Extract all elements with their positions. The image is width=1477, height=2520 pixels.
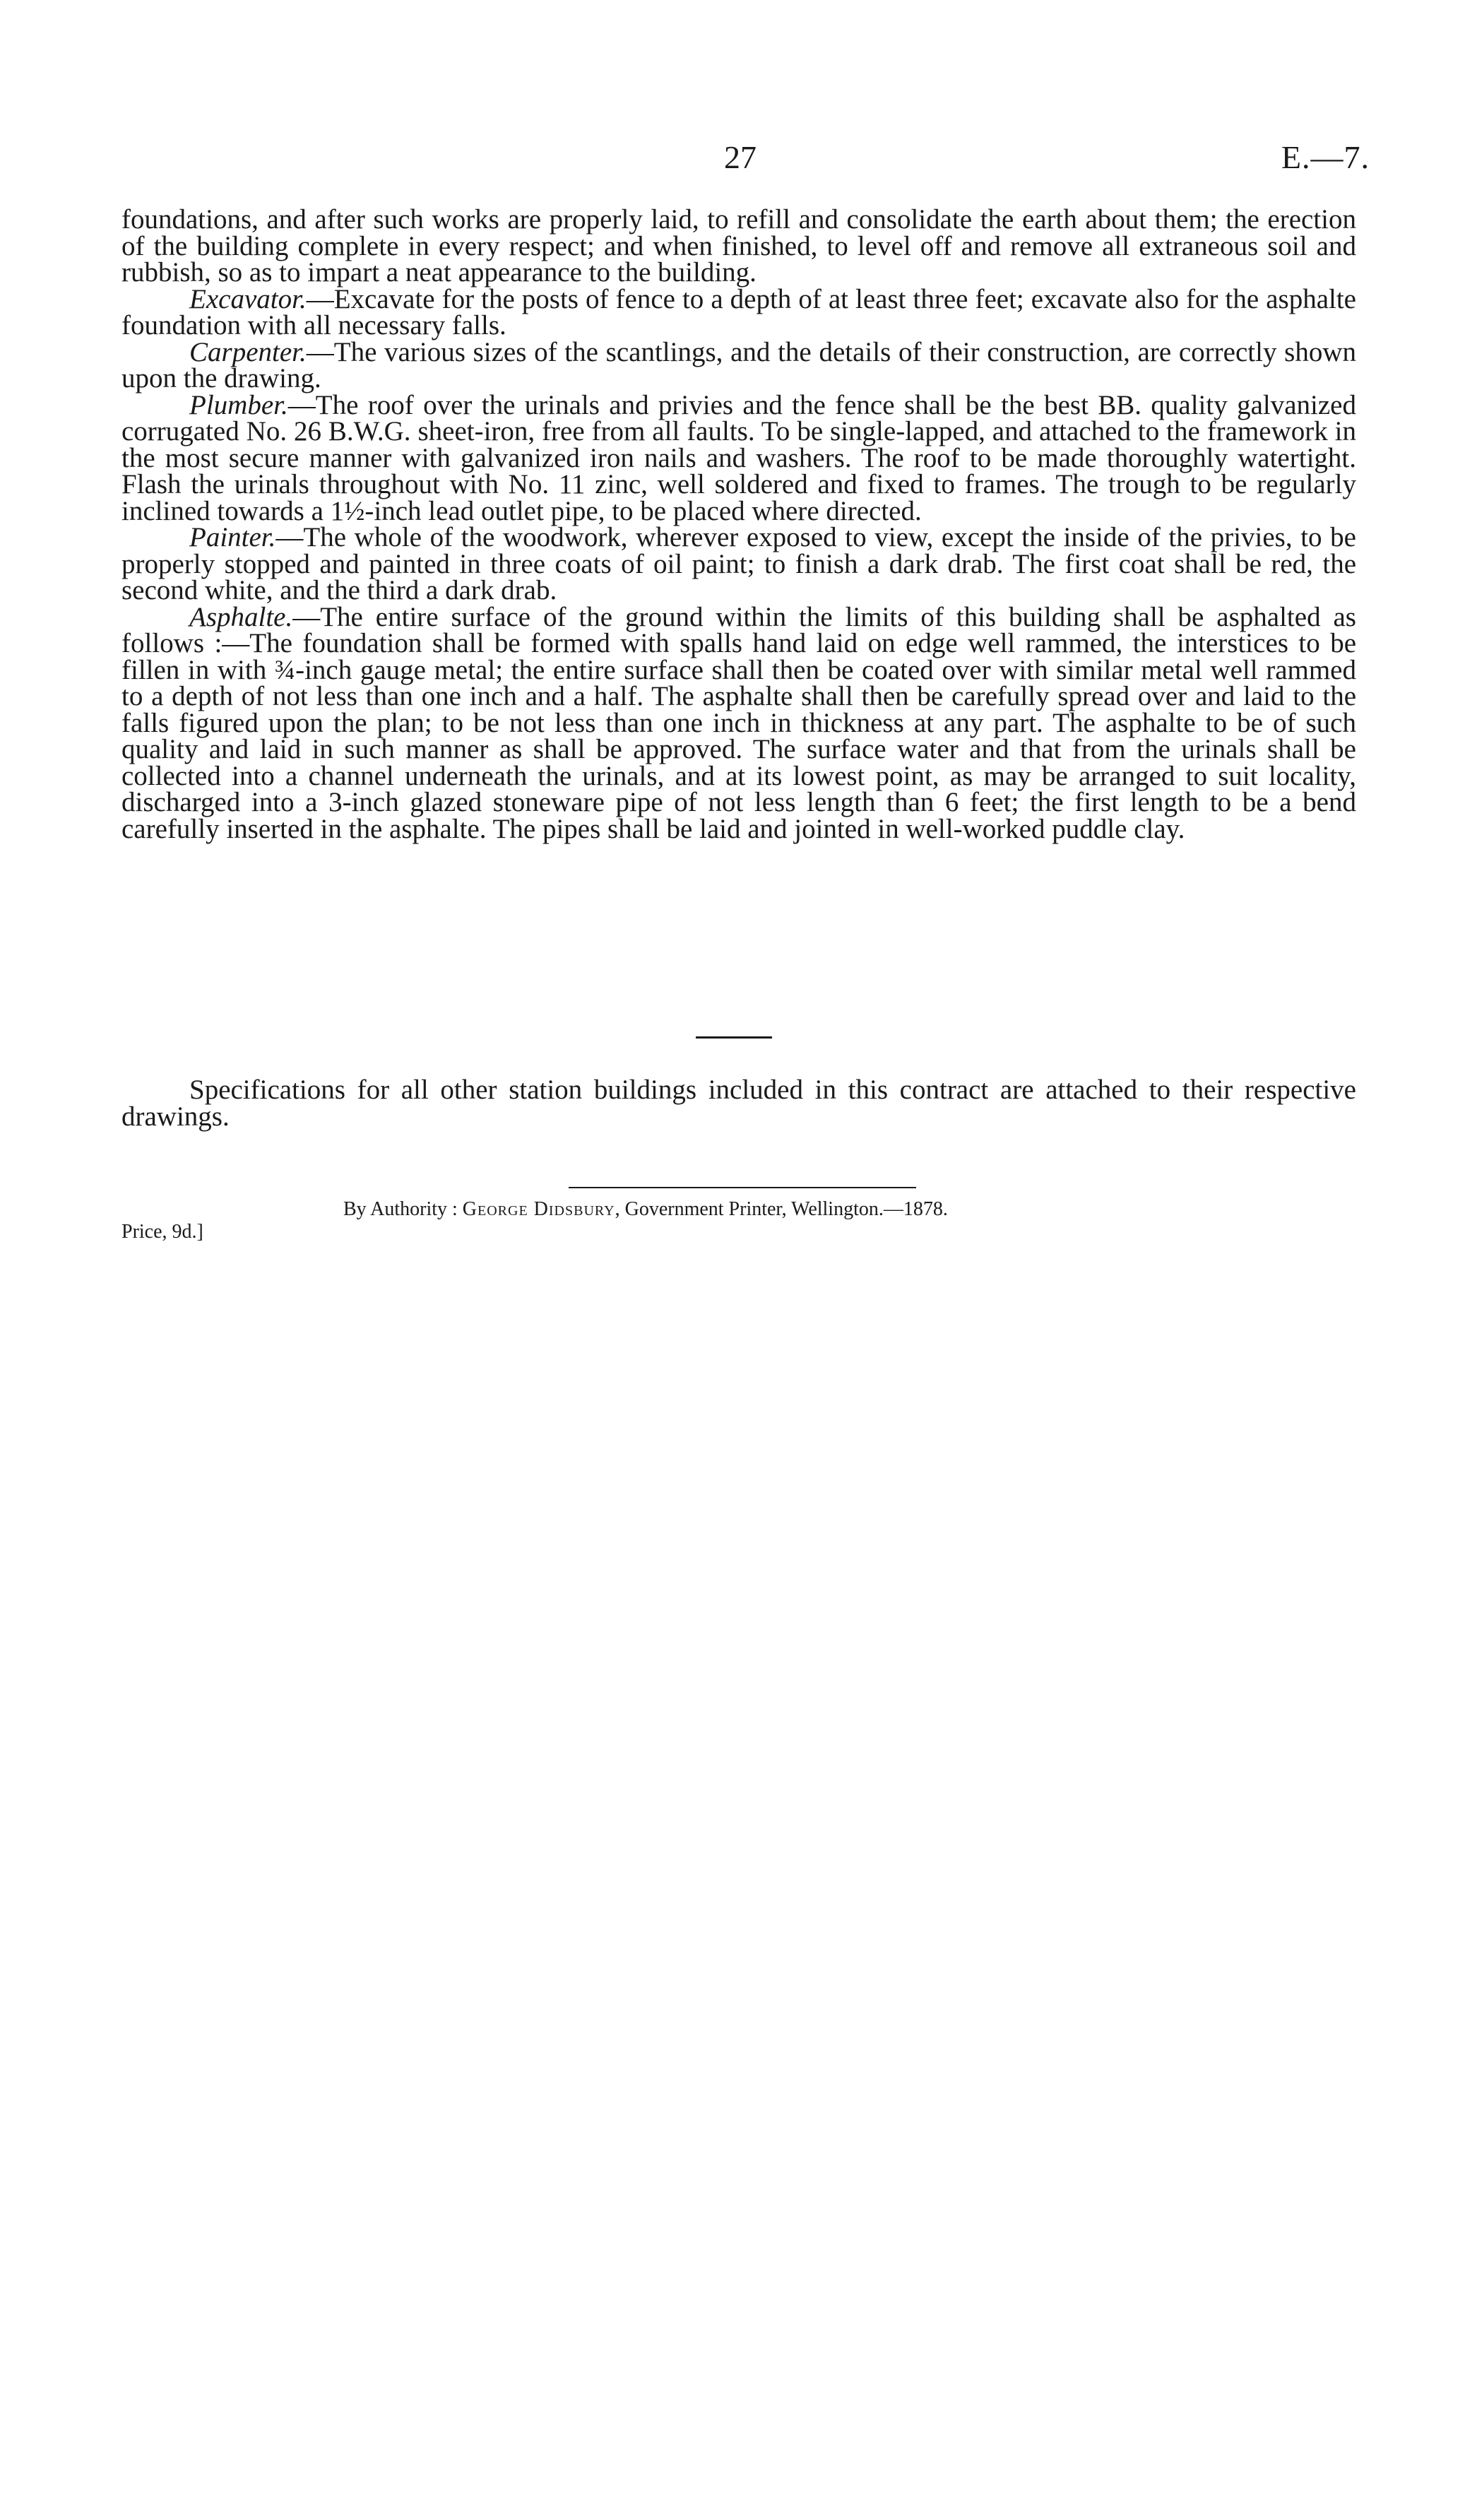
excavator-text: —Excavate for the posts of fence to a depth of at least three feet; excavate also for the asphalte foundation with all necessary falls. [121,283,1356,341]
document-reference: E.—7. [1281,139,1370,175]
paragraph-excavator [121,283,1356,341]
paragraph-asphalte [121,601,1356,844]
painter-heading: Painter. [189,522,276,552]
printer-imprint [343,1198,948,1221]
carpenter-heading: Carpenter. [189,336,307,367]
imprint-rule [569,1187,916,1188]
printer-name: George Didsbury [462,1198,615,1220]
section-divider [696,1036,772,1039]
page-number: 27 [724,139,757,175]
specification-body [121,206,1356,842]
imprint-rest: , Government Printer, Wellington.—1878. [615,1198,948,1220]
paragraph-foundations: foundations, and after such works are properly laid, to refill and consolidate the earth about them; the erection of the building complete in every respect; and when finished, to level off and remove all extraneous soil and rubbish, so as to impart a neat appearance to the building. [121,204,1356,288]
imprint-prefix: By Authority : [343,1198,458,1220]
price-note: Price, 9d.] [121,1221,203,1243]
carpenter-text: —The various sizes of the scantlings, and the details of their construction, are correctly shown upon the drawing. [121,336,1356,394]
plumber-heading: Plumber. [189,389,288,420]
paragraph-painter [121,524,1356,604]
asphalte-heading: Asphalte. [189,601,293,632]
excavator-heading: Excavator. [189,283,307,314]
paragraph-plumber [121,389,1356,526]
asphalte-text: —The entire surface of the ground within the limits of this building shall be asphalted as follows :—The foundation shall be formed with spalls hand laid on edge well rammed, the interstices to be fillen in with ¾-inch gauge metal; the entire surface shall then be coated over with similar metal well rammed to a depth of not less than one inch and a half. The asphalte shall then be carefully spread over and laid to the falls figured upon the plan; to be not less than one inch in thickness at any part. The asphalte to be of such quality and laid in such manner as shall be approved. The surface water and that from the urinals shall be collected into a channel underneath the urinals, and at its lowest point, as may be arranged to suit locality, discharged into a 3-inch glazed stoneware pipe of not less length than 6 feet; the first length to be a bend carefully inserted in the asphalte. The pipes shall be laid and jointed in well-worked puddle clay. [121,601,1356,844]
closing-paragraph: Specifications for all other station buildings included in this contract are attached to their respective drawings. [121,1075,1356,1132]
plumber-text: —The roof over the urinals and privies and the fence shall be the best BB. quality galvanized corrugated No. 26 B.W.G. sheet-iron, free from all faults. To be single-lapped, and attached to the framework in the most secure manner with galvanized iron nails and washers. The roof to be made thoroughly watertight. Flash the urinals throughout with No. 11 zinc, well soldered and fixed to frames. The trough to be regularly inclined towards a 1½-inch lead outlet pipe, to be placed where directed. [121,389,1356,526]
painter-text: —The whole of the woodwork, wherever exposed to view, except the inside of the privies, to be properly stopped and painted in three coats of oil paint; to finish a dark drab. The first coat shall be red, the second white, and the third a dark drab. [121,522,1356,605]
paragraph-carpenter [121,336,1356,394]
